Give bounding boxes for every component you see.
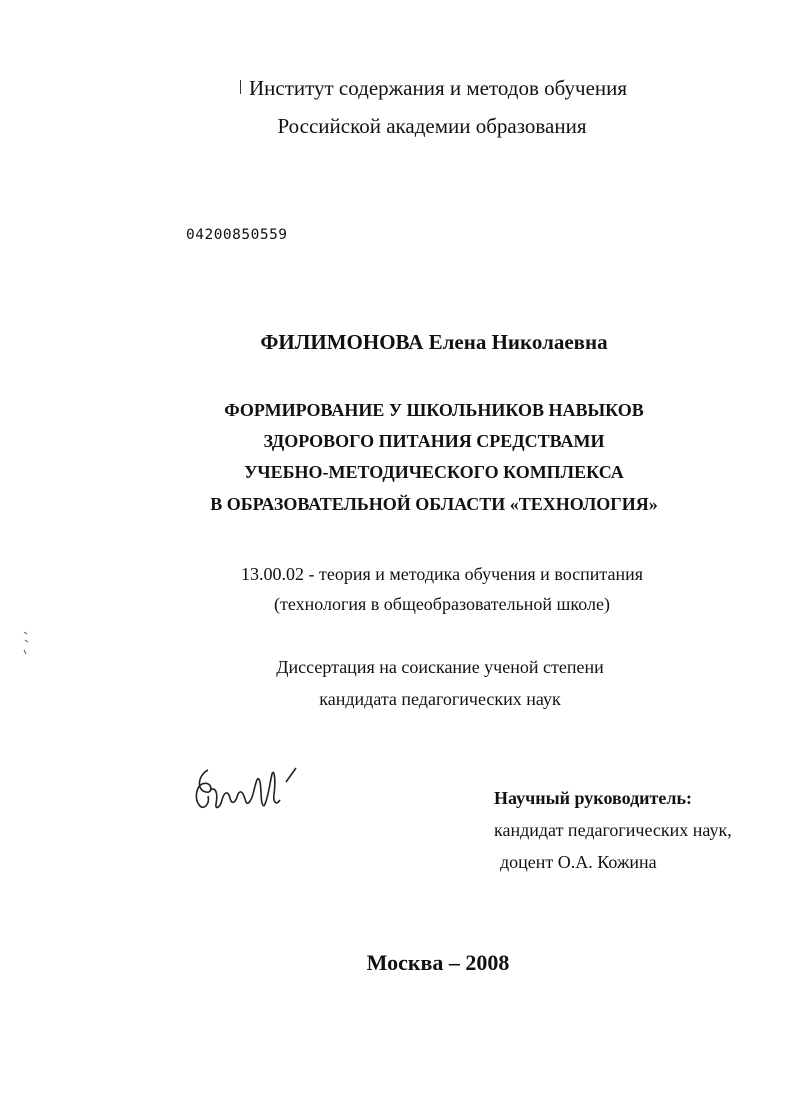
supervisor-degree: кандидат педагогических наук, (494, 820, 732, 840)
institution-line-2: Российской академии образования (277, 114, 587, 138)
catalog-number: 04200850559 (186, 227, 288, 243)
specialty-code: 13.00.02 - теория и методика обучения и воспитания (240, 564, 644, 584)
supervisor-heading: Научный руководитель: (494, 788, 692, 808)
title-line-3: УЧЕБНО-МЕТОДИЧЕСКОГО КОМПЛЕКСА (244, 462, 624, 482)
signature-icon (188, 760, 308, 825)
author-name: ФИЛИМОНОВА Елена Николаевна (260, 330, 608, 354)
title-line-4: В ОБРАЗОВАТЕЛЬНОЙ ОБЛАСТИ «ТЕХНОЛОГИЯ» (210, 494, 658, 514)
specialty-detail: (технология в общеобразовательной школе) (274, 594, 610, 614)
place-year: Москва – 2008 (366, 950, 510, 975)
institution-line-1: Институт содержания и методов обучения (248, 76, 628, 100)
dissertation-line-2: кандидата педагогических наук (319, 689, 561, 709)
dissertation-line-1: Диссертация на соискание ученой степени (276, 657, 604, 677)
margin-mark (22, 630, 30, 656)
title-line-2: ЗДОРОВОГО ПИТАНИЯ СРЕДСТВАМИ (263, 431, 605, 451)
supervisor-name: доцент О.А. Кожина (500, 852, 657, 872)
title-line-1: ФОРМИРОВАНИЕ У ШКОЛЬНИКОВ НАВЫКОВ (224, 400, 644, 420)
